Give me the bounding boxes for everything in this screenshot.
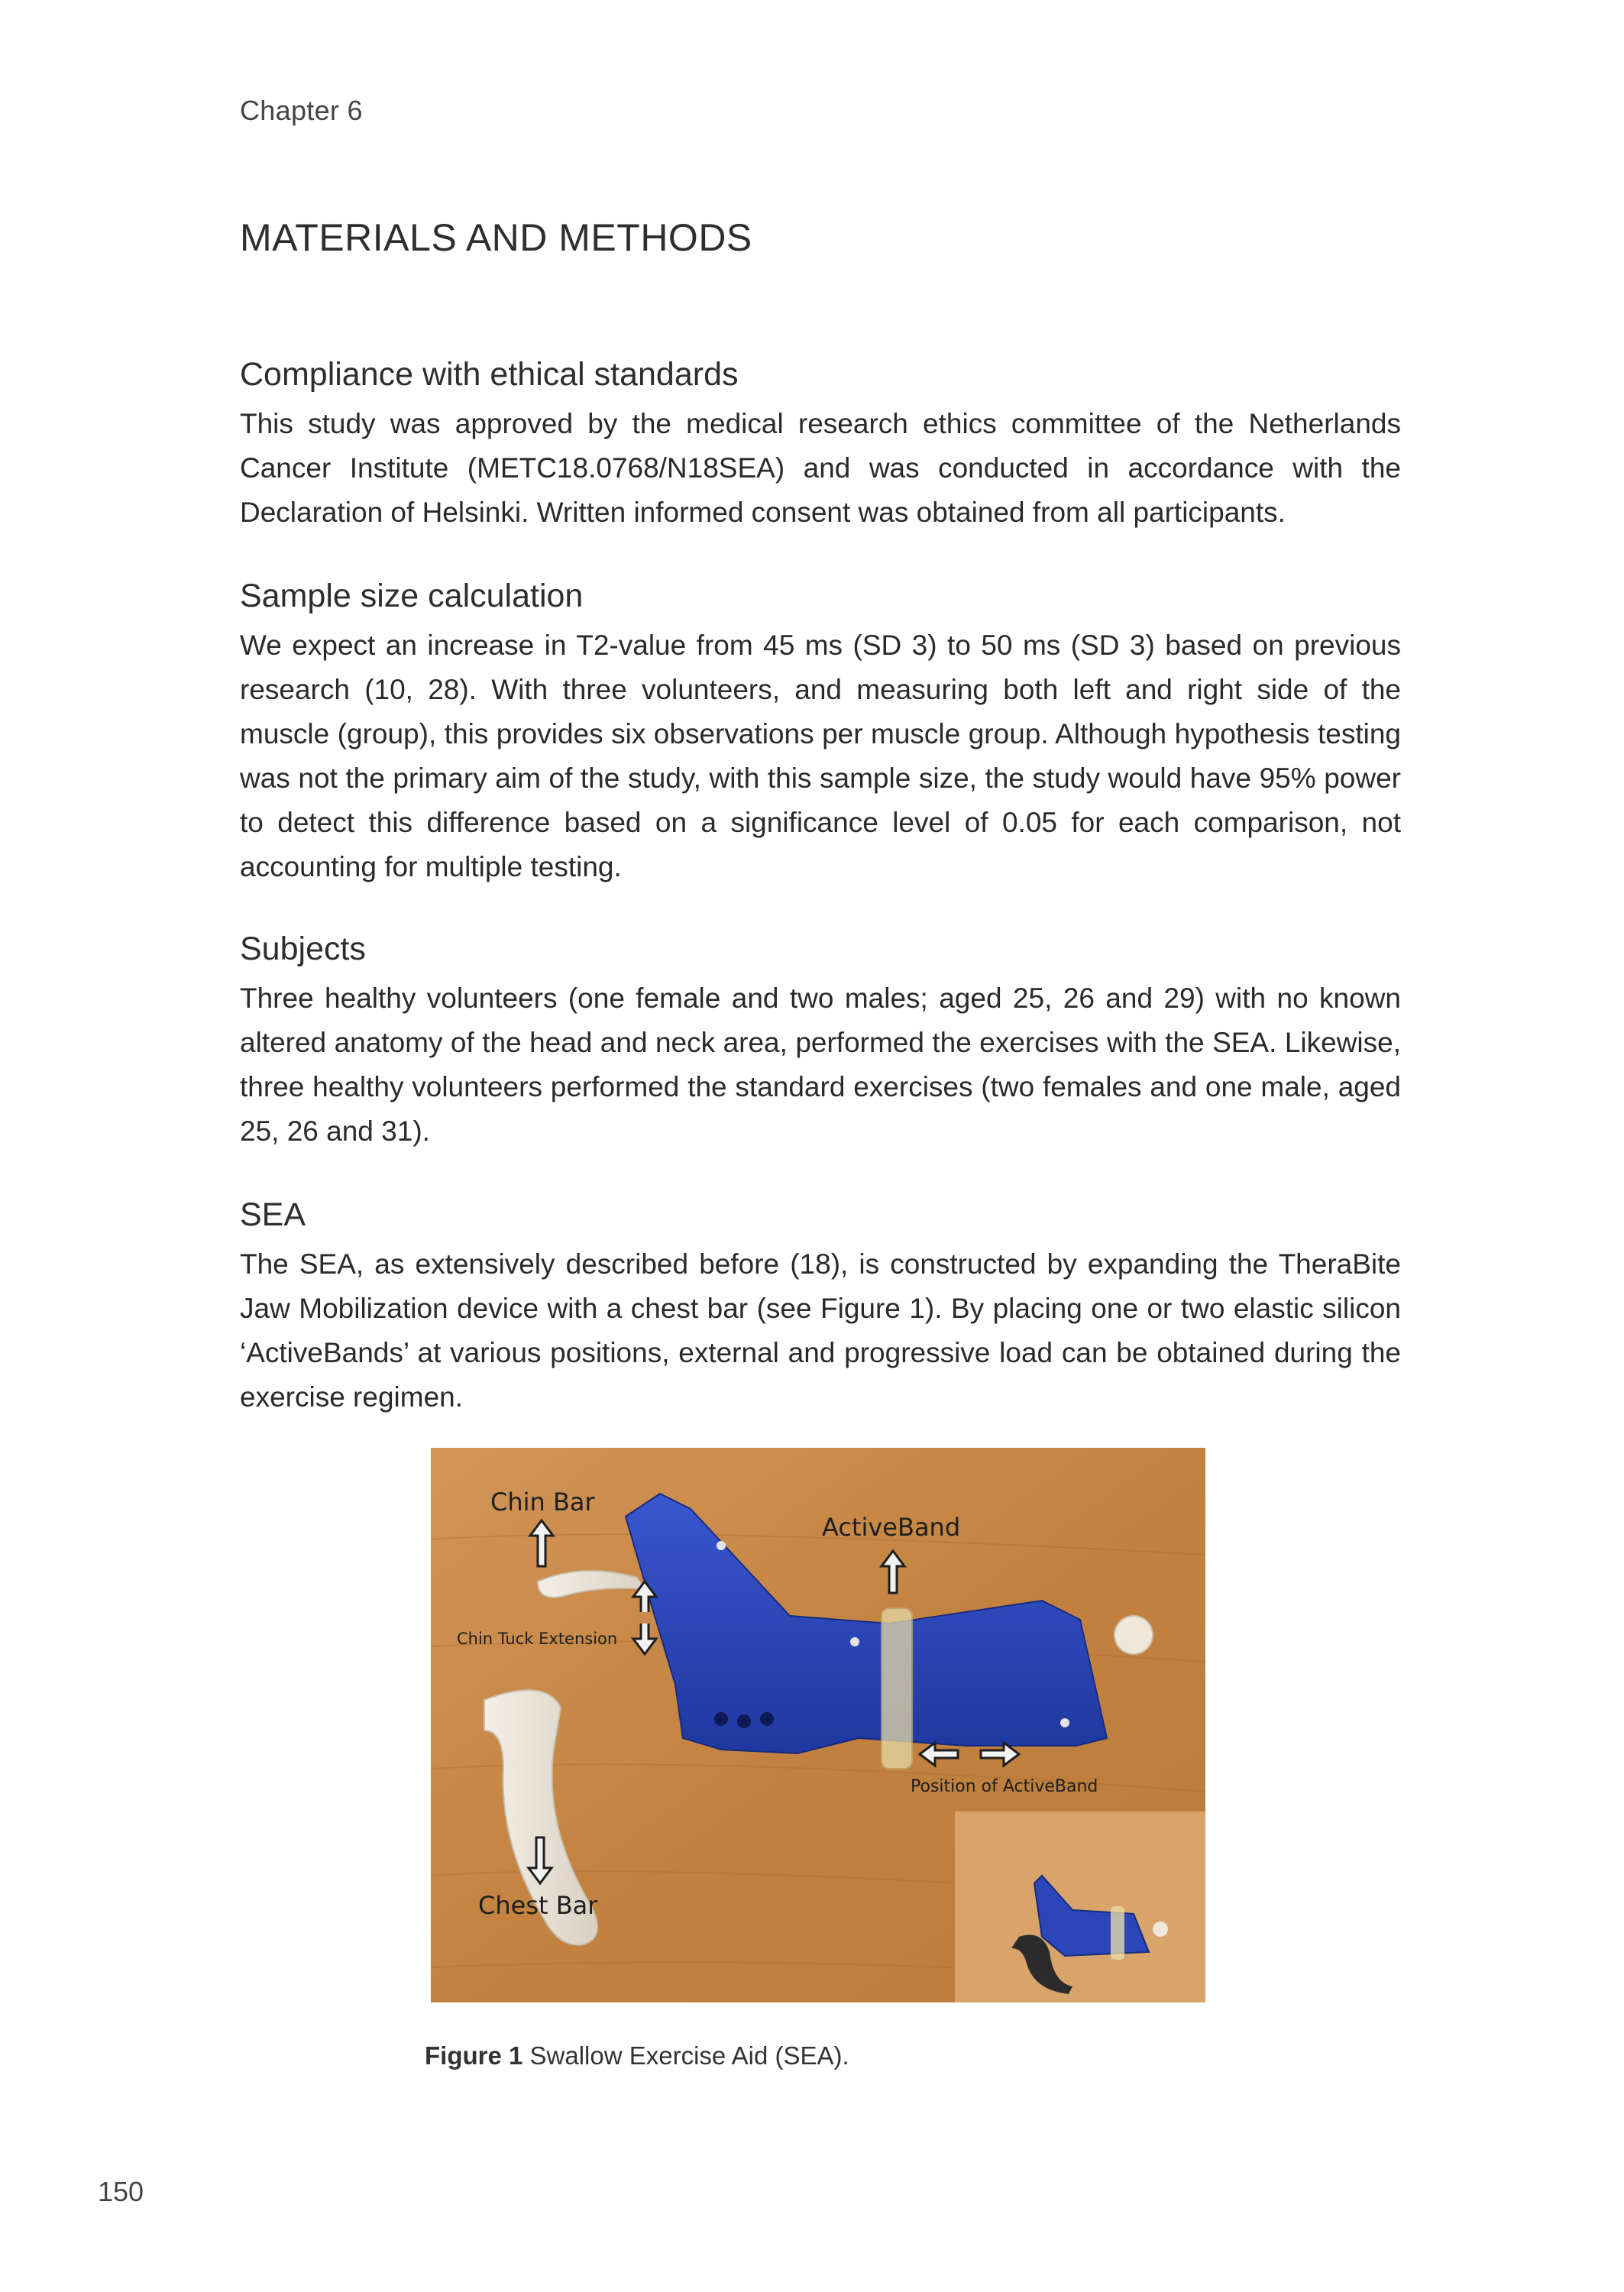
section-heading: Subjects	[240, 931, 366, 967]
section-body: Three healthy volunteers (one female and two males; aged 25, 26 and 29) with no known altered anatomy of the head and neck area, performed the exercises with the SEA. Likewise, three healthy volunteers performed the standard exercises (two females and one male, aged 25, 26 and 31).	[240, 983, 1401, 1147]
label-active-band: ActiveBand	[822, 1513, 961, 1542]
active-band-shape	[882, 1608, 912, 1769]
section-subjects	[240, 927, 1401, 1154]
section-body: The SEA, as extensively described before (18), is constructed by expanding the TheraBite Jaw Mobilization device with a chest bar (see Figure 1). By placing one or two elastic silicon ‘ActiveBands’ at various positions, external and progressive load can be obtained during the exercise regimen.	[240, 1248, 1401, 1413]
label-chest-bar: Chest Bar	[478, 1891, 598, 1920]
section-ethics	[240, 353, 1401, 535]
section-sea	[240, 1193, 1401, 1420]
section-heading: Compliance with ethical standards	[240, 356, 739, 393]
caption-text: Swallow Exercise Aid (SEA).	[522, 2041, 849, 2070]
page-number: 150	[98, 2176, 144, 2207]
label-position-of-active-band: Position of ActiveBand	[911, 1777, 1098, 1796]
section-body: This study was approved by the medical research ethics committee of the Netherlands Cancer Institute (METC18.0768/N18SEA) and was conducted in accordance with the Declaration of Helsinki. Written informed consent was obtained from all participants.	[240, 408, 1401, 528]
section-title: MATERIALS AND METHODS	[240, 216, 752, 259]
section-body: We expect an increase in T2-value from 45 ms (SD 3) to 50 ms (SD 3) based on previous research (10, 28). With three volunteers, and measuring both left and right side of the muscle (group), this provides six observations per muscle group. Although hypothesis testing was not the primary aim of the study, with this sample size, the study would have 95% power to detect this difference based on a significance level of 0.05 for each comparison, not accounting for multiple testing.	[240, 630, 1401, 882]
label-chin-bar: Chin Bar	[490, 1488, 595, 1517]
figure-caption	[425, 2041, 849, 2070]
label-chin-tuck-extension: Chin Tuck Extension	[457, 1630, 618, 1648]
running-head: Chapter 6	[240, 95, 363, 126]
section-heading: SEA	[240, 1196, 306, 1233]
section-sample-size	[240, 575, 1401, 889]
section-heading: Sample size calculation	[240, 578, 584, 614]
caption-label: Figure 1	[425, 2041, 523, 2070]
inset-photo	[955, 1811, 1205, 2002]
figure-sea-photo	[431, 1448, 1205, 2002]
